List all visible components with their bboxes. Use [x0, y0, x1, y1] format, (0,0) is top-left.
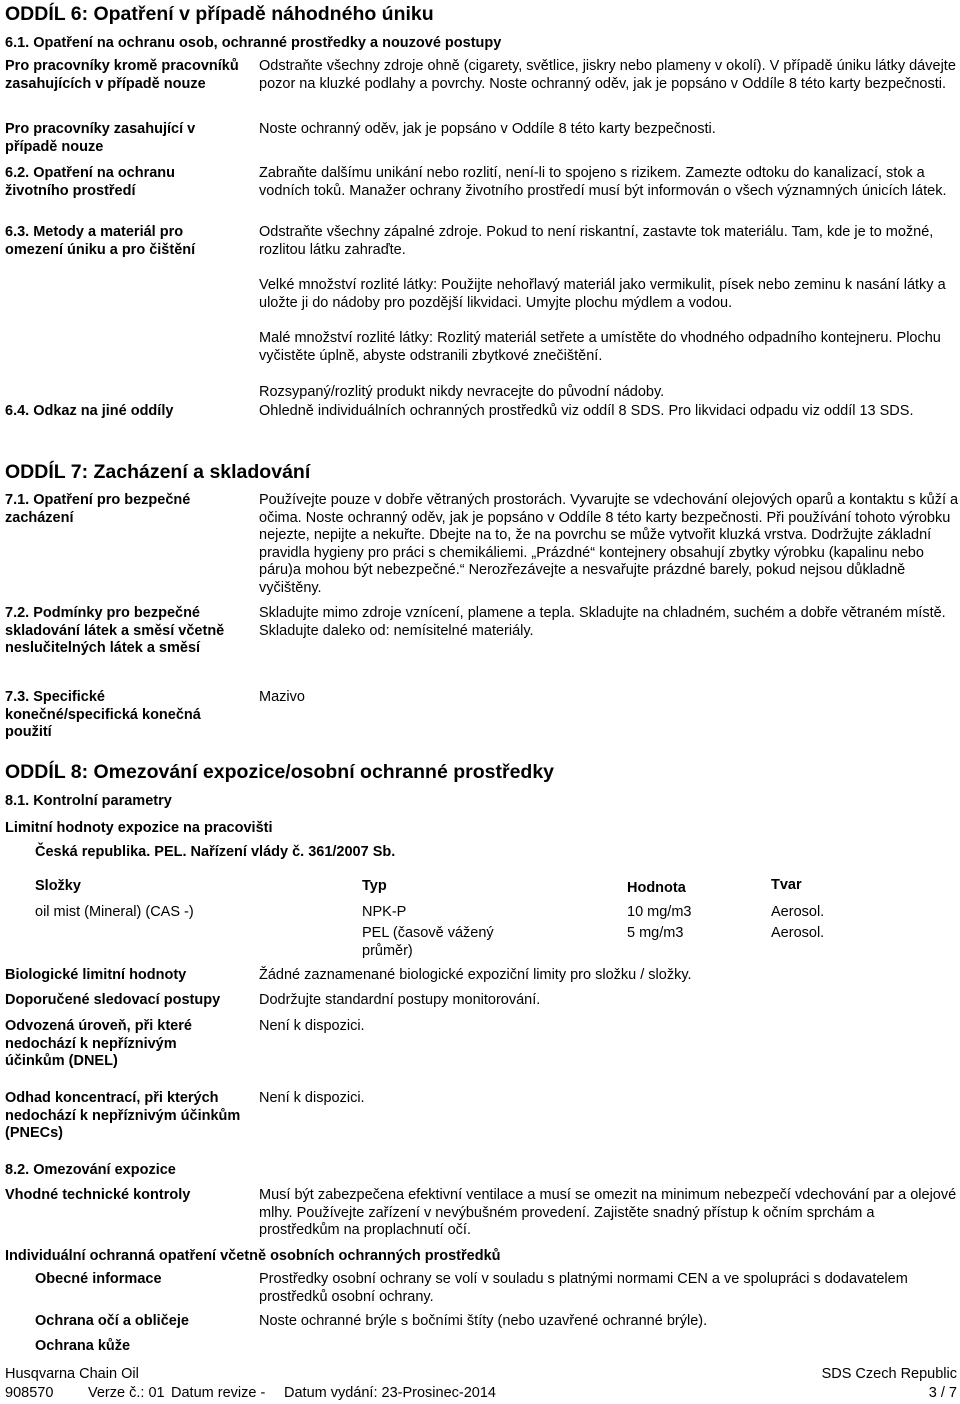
- table-row-1-type: NPK-P: [362, 904, 407, 920]
- table-row-2-type: PEL (časově vážený průměr): [362, 925, 494, 959]
- s6-r4-body: [259, 224, 959, 402]
- section-8-1-heading: 8.1. Kontrolní parametry: [5, 793, 172, 809]
- table-row-2-value: 5 mg/m3: [627, 925, 684, 941]
- footer-number: 908570: [5, 1385, 54, 1401]
- general-info-label: Obecné informace: [35, 1271, 162, 1287]
- bio-limits-label: Biologické limitní hodnoty: [5, 967, 187, 983]
- table-header-component: Složky: [35, 878, 81, 894]
- s6-r3-text: Zabraňte dalšímu unikání nebo rozlití, není-li to spojeno s rizikem. Zamezte odtoku do kanalizací, stok a vodních toků. Manažer ochrany životního prostředí musí být informován o všech významných únicích látek.: [259, 165, 947, 199]
- pnec-label: Odhad koncentrací, při kterých nedochází k nepříznivým účinkům (PNECs): [5, 1090, 241, 1141]
- section-8-2-heading: 8.2. Omezování expozice: [5, 1162, 176, 1178]
- table-row-1-value: 10 mg/m3: [627, 904, 692, 920]
- country-regulation: Česká republika. PEL. Nařízení vlády č. 361/2007 Sb.: [35, 844, 396, 860]
- footer-page: 3 / 7: [928, 1385, 957, 1401]
- section-6-1-heading: 6.1. Opatření na ochranu osob, ochranné prostředky a nouzové postupy: [5, 35, 502, 51]
- s7-r1-text: Používejte pouze v dobře větraných prostorách. Vyvarujte se vdechování olejových oparů a kontaktu s kůží a očima. Noste ochranný oděv, jak je popsáno v Oddíle 8 této karty bezpečnosti. Při používání tohoto výrobku nejezte, nepijte a nekuřte. Dbejte na to, že na povrchu se může vytvořit kluzká vrstva. Dodržujte základní pravidla hygieny pro práci s chemikáliemi. „Prázdné“ kontejnery obsahují zbytky výrobku (kapalinu nebo páru)a mohou být nebezpečné.“ Nerozřezávejte a nesvařujte prázdné barely, pokud nejsou důkladně vyčištěny.: [259, 492, 959, 596]
- s7-r2-label: 7.2. Podmínky pro bezpečné skladování látek a směsí včetně neslučitelných látek a směsí: [5, 605, 225, 656]
- skin-protection-label: Ochrana kůže: [35, 1338, 131, 1354]
- s7-r3-label: 7.3. Specifické konečné/specifická konečná použití: [5, 689, 201, 740]
- eye-protection-text: Noste ochranné brýle s bočními štíty (nebo uzavřené ochranné brýle).: [259, 1313, 708, 1329]
- ppe-heading: Individuální ochranná opatření včetně osobních ochranných prostředků: [5, 1248, 501, 1264]
- section-8-title: ODDÍL 8: Omezování expozice/osobní ochranné prostředky: [5, 761, 555, 783]
- s6-r1-text: Odstraňte všechny zdroje ohně (cigarety, světlice, jiskry nebo plameny v okolí). V případě úniku látky dávejte pozor na kluzké podlahy a povrchy. Noste ochranný oděv, jak je popsáno v Oddíle 8 této karty bezpečnosti.: [259, 58, 956, 92]
- table-header-value: Hodnota: [627, 880, 686, 896]
- s6-r4-label: 6.3. Metody a materiál pro omezení úniku a pro čištění: [5, 224, 196, 258]
- engineering-controls-label: Vhodné technické kontroly: [5, 1187, 191, 1203]
- s6-r5-text: Ohledně individuálních ochranných prostředků viz oddíl 8 SDS. Pro likvidaci odpadu viz oddíl 13 SDS.: [259, 403, 914, 419]
- dnel-text: Není k dispozici.: [259, 1018, 365, 1034]
- engineering-controls-text: Musí být zabezpečena efektivní ventilace a musí se omezit na minimum nebezpečí vdechování par a olejové mlhy. Používejte zařízení v nevýbušném provedení. Zajistěte snadný přístup k očním sprchám a prostředkům na proplachnutí očí.: [259, 1187, 957, 1238]
- s6-r2-text: Noste ochranný oděv, jak je popsáno v Oddíle 8 této karty bezpečnosti.: [259, 121, 716, 137]
- s6-r4-para-4: Rozsypaný/rozlitý produkt nikdy nevracejte do původní nádoby.: [259, 384, 665, 400]
- s7-r2-text: Skladujte mimo zdroje vznícení, plamene a tepla. Skladujte na chladném, suchém a dobře větraném místě. Skladujte daleko od: nemísitelné materiály.: [259, 605, 946, 639]
- table-cell-component: oil mist (Mineral) (CAS -): [35, 904, 194, 920]
- section-6-title: ODDÍL 6: Opatření v případě náhodného úniku: [5, 3, 434, 25]
- s7-r1-label: 7.1. Opatření pro bezpečné zacházení: [5, 492, 191, 526]
- s6-r1-label: Pro pracovníky kromě pracovníků zasahujících v případě nouze: [5, 58, 239, 92]
- table-header-form: Tvar: [771, 877, 802, 893]
- s6-r4-para-2: Velké množství rozlité látky: Použijte nehořlavý materiál jako vermikulit, písek nebo zeminu k nasání látky a uložte ji do nádoby pro pozdější likvidaci. Umyjte plochu mýdlem a vodou.: [259, 277, 946, 311]
- table-row-1-form: Aerosol.: [771, 904, 825, 920]
- s6-r4-para-1: Odstraňte všechny zápalné zdroje. Pokud to není riskantní, zastavte tok materiálu. Tam, kde je to možné, rozlitou látku zahraďte.: [259, 224, 934, 258]
- s6-r2-label: Pro pracovníky zasahující v případě nouze: [5, 121, 196, 155]
- footer-version: Verze č.: 01: [88, 1385, 165, 1401]
- s6-r5-label: 6.4. Odkaz na jiné oddíly: [5, 403, 174, 419]
- dnel-label: Odvozená úroveň, při které nedochází k nepříznivým účinkům (DNEL): [5, 1018, 192, 1069]
- s7-r3-text: Mazivo: [259, 689, 305, 705]
- bio-limits-text: Žádné zaznamenané biologické expoziční limity pro složku / složky.: [259, 967, 692, 983]
- footer-revision: Datum revize -: [171, 1385, 266, 1401]
- section-7-title: ODDÍL 7: Zacházení a skladování: [5, 461, 311, 483]
- eye-protection-label: Ochrana očí a obličeje: [35, 1313, 189, 1329]
- table-header-type: Typ: [362, 878, 387, 894]
- s6-r3-label: 6.2. Opatření na ochranu životního prostředí: [5, 165, 176, 199]
- footer-issued: Datum vydání: 23-Prosinec-2014: [284, 1385, 496, 1401]
- footer-product: Husqvarna Chain Oil: [5, 1366, 139, 1382]
- monitoring-label: Doporučené sledovací postupy: [5, 992, 221, 1008]
- limits-heading: Limitní hodnoty expozice na pracovišti: [5, 820, 273, 836]
- footer-sds: SDS Czech Republic: [821, 1366, 957, 1382]
- pnec-text: Není k dispozici.: [259, 1090, 365, 1106]
- general-info-text: Prostředky osobní ochrany se volí v souladu s platnými normami CEN a ve spolupráci s dodavatelem prostředků osobní ochrany.: [259, 1271, 908, 1305]
- s6-r4-para-3: Malé množství rozlité látky: Rozlitý materiál setřete a umístěte do vhodného odpadního kontejneru. Plochu vyčistěte úplně, abyste odstranili zbytkové znečištění.: [259, 330, 941, 364]
- table-row-2-form: Aerosol.: [771, 925, 825, 941]
- monitoring-text: Dodržujte standardní postupy monitorování.: [259, 992, 541, 1008]
